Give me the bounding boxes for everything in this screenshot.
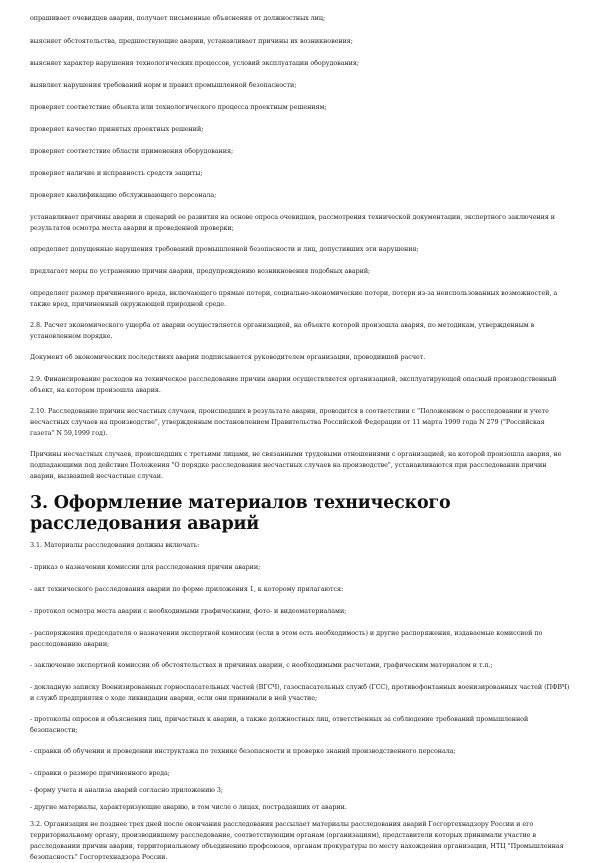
paragraph: определяет размер причиненного вреда, включающего прямые потери, социально-экономические потери, потери из-за неиспользованных возможностей, а также вред, причиненный окружающей природной среде.	[30, 289, 558, 308]
paragraph: устанавливает причины аварии и сценарий ее развития на основе опроса очевидцев, рассмотрения технической документации, экспертного заключения и результатов осмотра места аварии и проведенной проверки;	[30, 213, 556, 232]
paragraph: - протоколы опросов и объяснения лиц, причастных к аварии, а также должностных лиц, ответственных за соблюдение требований промышленной безопасности;	[30, 715, 529, 734]
paragraph: выясняет характер нарушения технологических процессов, условий эксплуатации оборудования;	[30, 59, 359, 67]
paragraph: проверяет квалификацию обслуживающего персонала;	[30, 191, 217, 199]
paragraph: - заключение экспертной комиссии об обстоятельствах и причинах аварии, с необходимыми расчетами, графическим материалом и т.п.;	[30, 661, 493, 669]
paragraph: 3.1. Материалы расследования должны включать:	[30, 541, 200, 549]
paragraph: проверяет соответствие области применения оборудования;	[30, 147, 234, 155]
paragraph: 3.2. Организация не позднее трех дней после окончания расследования рассылает материалы расследования аварий Госгортехнадзору России и его территориальному органу, производившему расследование, соответствующим органам (организациям), представители которых принимали участие в расследовании причин аварии, территориальному объединению профсоюзов, органам прокуратуры по месту нахождения организации, НТЦ "Промышленная безопасность" Госгортехнадзора России.	[30, 820, 564, 861]
paragraph: - акт технического расследования аварии по форме приложения 1, к которому прилагаются:	[30, 585, 344, 593]
paragraph: Документ об экономических последствиях аварии подписывается руководителем организации, проводившей расчет.	[30, 353, 426, 361]
paragraph: - справки о размере причиненного вреда;	[30, 769, 170, 777]
paragraph: - приказ о назначении комиссии для расследования причин аварии;	[30, 563, 261, 571]
paragraph: - другие материалы, характеризующие аварию, в том числе о лицах, пострадавших от аварии.	[30, 803, 347, 811]
paragraph: проверяет наличие и исправность средств защиты;	[30, 169, 203, 177]
paragraph: опрашивает очевидцев аварии, получает письменные объяснения от должностных лиц;	[30, 14, 326, 22]
paragraph: - протокол осмотра места аварии с необходимыми графическими, фото- и видеоматериалами;	[30, 607, 347, 615]
paragraph: - справки об обучении и проведении инструктажа по технике безопасности и проверке знаний производственного персонала;	[30, 747, 456, 755]
paragraph: - докладную записку Военизированных горноспасательных частей (ВГСЧ), газоспасательных служб (ГСС), противофонтанных военизированных частей (ПФВЧ) и служб предприятия о ходе ликвидации аварии, если они принимали в ней участие;	[30, 683, 570, 702]
paragraph: - форму учета и анализа аварий согласно приложению 3;	[30, 786, 223, 794]
paragraph: проверяет соответствие объекта или технологического процесса проектным решениям;	[30, 103, 327, 111]
paragraph: 2.10. Расследование причин несчастных случаев, происшедших в результате аварии, проводится в соответствии с "Положением о расследовании и учете несчастных случаев на производстве", утвержденным постановлением Правительства Российской Федерации от 11 марта 1999 года N 279 ("Российская газета" N 59,1999 год).	[30, 407, 549, 437]
paragraph: проверяет качество принятых проектных решений;	[30, 125, 204, 133]
paragraph: определяет допущенные нарушения требований промышленной безопасности и лиц, допустивших эти нарушения;	[30, 245, 419, 253]
paragraph: Причины несчастных случаев, происшедших с третьими лицами, не связанными трудовыми отношениями с организацией, на которой произошла авария, не подпадающими под действие Положения "О порядке расследования несчастных случаев на производстве", устанавливаются при расследовании причин аварии, вызвавшей несчастные случаи.	[30, 450, 562, 480]
paragraph: 2.8. Расчет экономического ущерба от аварии осуществляется организацией, на объекте которой произошла авария, по методикам, утвержденным в установленном порядке.	[30, 321, 535, 340]
paragraph: - распоряжения председателя о назначении экспертной комиссии (если в этом есть необходимость) и другие распоряжения, издаваемые комиссией по расследованию аварии;	[30, 629, 543, 648]
paragraph: 2.9. Финансирование расходов на техническое расследование причин аварии осуществляется организацией, эксплуатирующей опасный производственный объект, на котором произошла авария.	[30, 375, 557, 394]
paragraph: предлагает меры по устранению причин аварии, предупреждению возникновения подобных аварий;	[30, 267, 371, 275]
paragraph: выявляет нарушения требований норм и правил промышленной безопасности;	[30, 81, 297, 89]
paragraph: выясняет обстоятельства, предшествующие аварии, устанавливает причины их возникновения;	[30, 37, 353, 45]
section-heading: 3. Оформление материалов технического расследования аварий	[30, 493, 451, 534]
